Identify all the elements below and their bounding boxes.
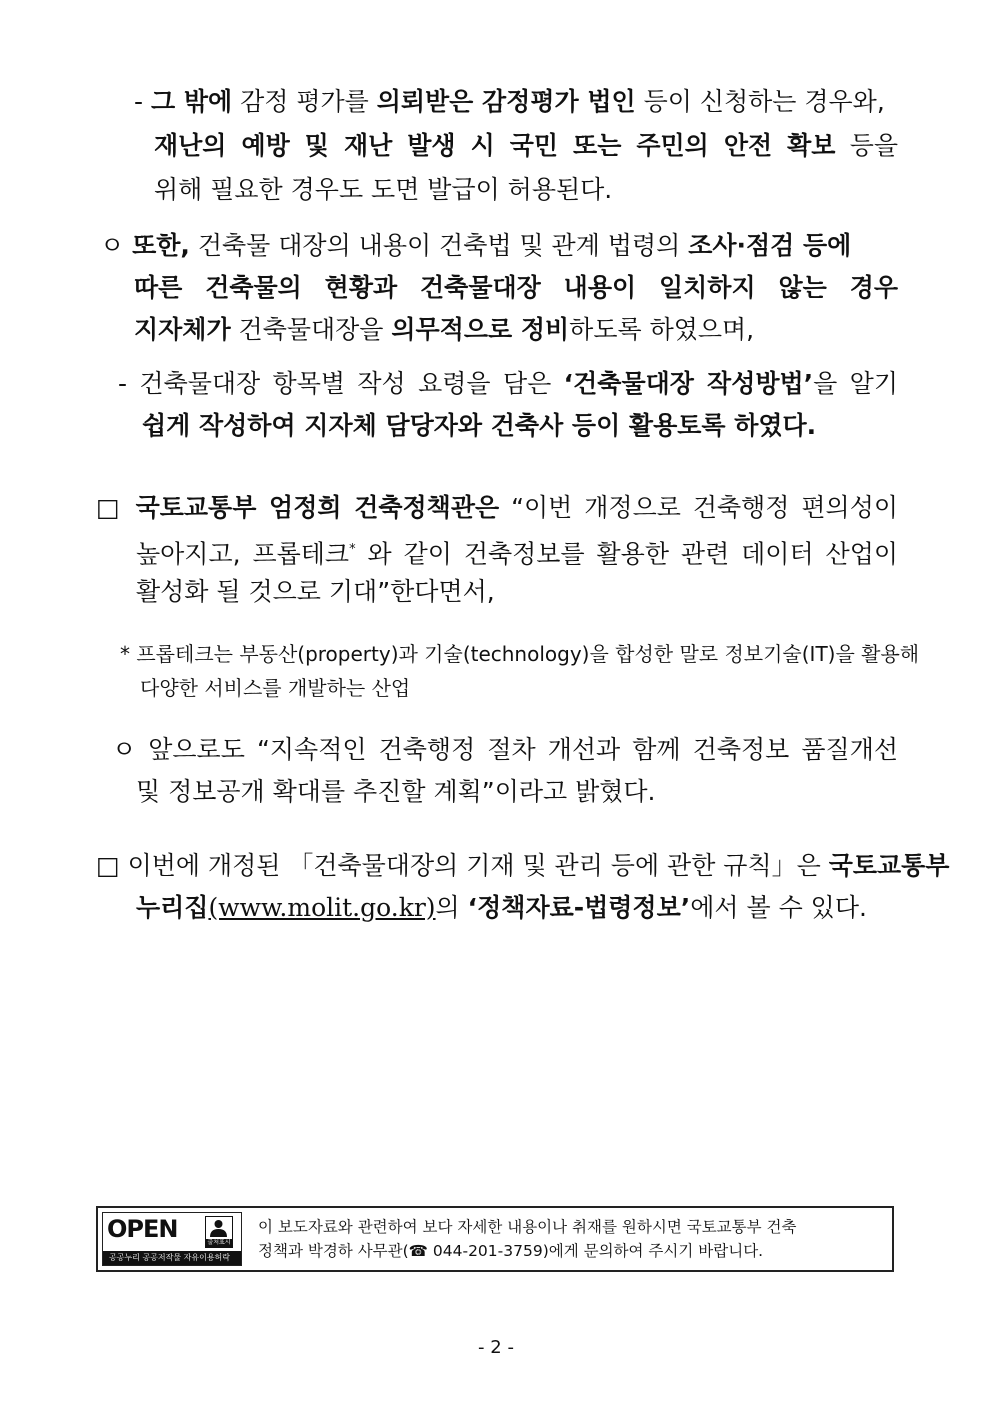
- open-license-badge: [102, 1212, 242, 1266]
- para-3-line-1: - 건축물대장 항목별 작성 요령을 담은 ‘건축물대장 작성방법’을 알기: [118, 369, 898, 398]
- page-number: - 2 -: [478, 1337, 514, 1358]
- para-1-line-3: 위해 필요한 경우도 도면 발급이 허용된다.: [154, 175, 613, 204]
- website-url[interactable]: (www.molit.go.kr): [208, 893, 436, 922]
- para-6-line-1: □ 이번에 개정된 「건축물대장의 기재 및 관리 등에 관한 규칙」은 국토교통부: [96, 851, 950, 880]
- footnote-line-1: * 프롭테크는 부동산(property)과 기술(technology)을 합성한 말로 정보기술(IT)을 활용해: [120, 642, 920, 666]
- license-label: 공공누리 공공저작물 자유이용허락: [103, 1251, 241, 1265]
- para-5-line-1: ㅇ 앞으로도 “지속적인 건축행정 절차 개선과 함께 건축정보 품질개선: [112, 735, 898, 764]
- circle-marker: ㅇ: [100, 231, 133, 260]
- para-4-line-1: □ 국토교통부 엄정희 건축정책관은 “이번 개정으로 건축행정 편의성이: [96, 493, 898, 522]
- para-1-line-1: - 그 밖에 감정 평가를 의뢰받은 감정평가 법인 등이 신청하는 경우와,: [134, 87, 885, 116]
- para-4-line-2: 높아지고, 프롭테크* 와 같이 건축정보를 활용한 관련 데이터 산업이: [136, 539, 898, 569]
- contact-text-line-1: 이 보도자료와 관련하여 보다 자세한 내용이나 취재를 원하시면 국토교통부 건축: [258, 1218, 797, 1236]
- para-1-line-2: 재난의 예방 및 재난 발생 시 국민 또는 주민의 안전 확보 등을: [154, 131, 898, 160]
- contact-text-line-2: 정책과 박경하 사무관(☎ 044-201-3759)에게 문의하여 주시기 바랍니다.: [258, 1242, 764, 1260]
- para-2-line-2: 따른 건축물의 현황과 건축물대장 내용이 일치하지 않는 경우: [134, 273, 898, 302]
- para-3-line-2: 쉽게 작성하여 지자체 담당자와 건축사 등이 활용토록 하였다.: [142, 411, 817, 440]
- open-logo: OPEN: [107, 1215, 178, 1243]
- person-attribution-icon: 출처표시: [205, 1216, 233, 1248]
- footnote-marker: *: [349, 542, 356, 557]
- contact-info-box: [96, 1206, 894, 1272]
- footnote-line-2: 다양한 서비스를 개발하는 산업: [140, 676, 411, 700]
- para-5-line-2: 및 정보공개 확대를 추진할 계획”이라고 밝혔다.: [136, 777, 656, 806]
- square-marker: □: [96, 493, 136, 522]
- para-2-line-3: 지자체가 건축물대장을 의무적으로 정비하도록 하였으며,: [134, 315, 755, 344]
- para-4-line-3: 활성화 될 것으로 기대”한다면서,: [136, 577, 495, 606]
- para-6-line-2: 누리집(www.molit.go.kr)의 ‘정책자료-법령정보’에서 볼 수 있다.: [136, 893, 867, 922]
- dash-marker: -: [134, 87, 151, 116]
- para-2-line-1: ㅇ 또한, 건축물 대장의 내용이 건축법 및 관계 법령의 조사·점검 등에: [100, 231, 852, 260]
